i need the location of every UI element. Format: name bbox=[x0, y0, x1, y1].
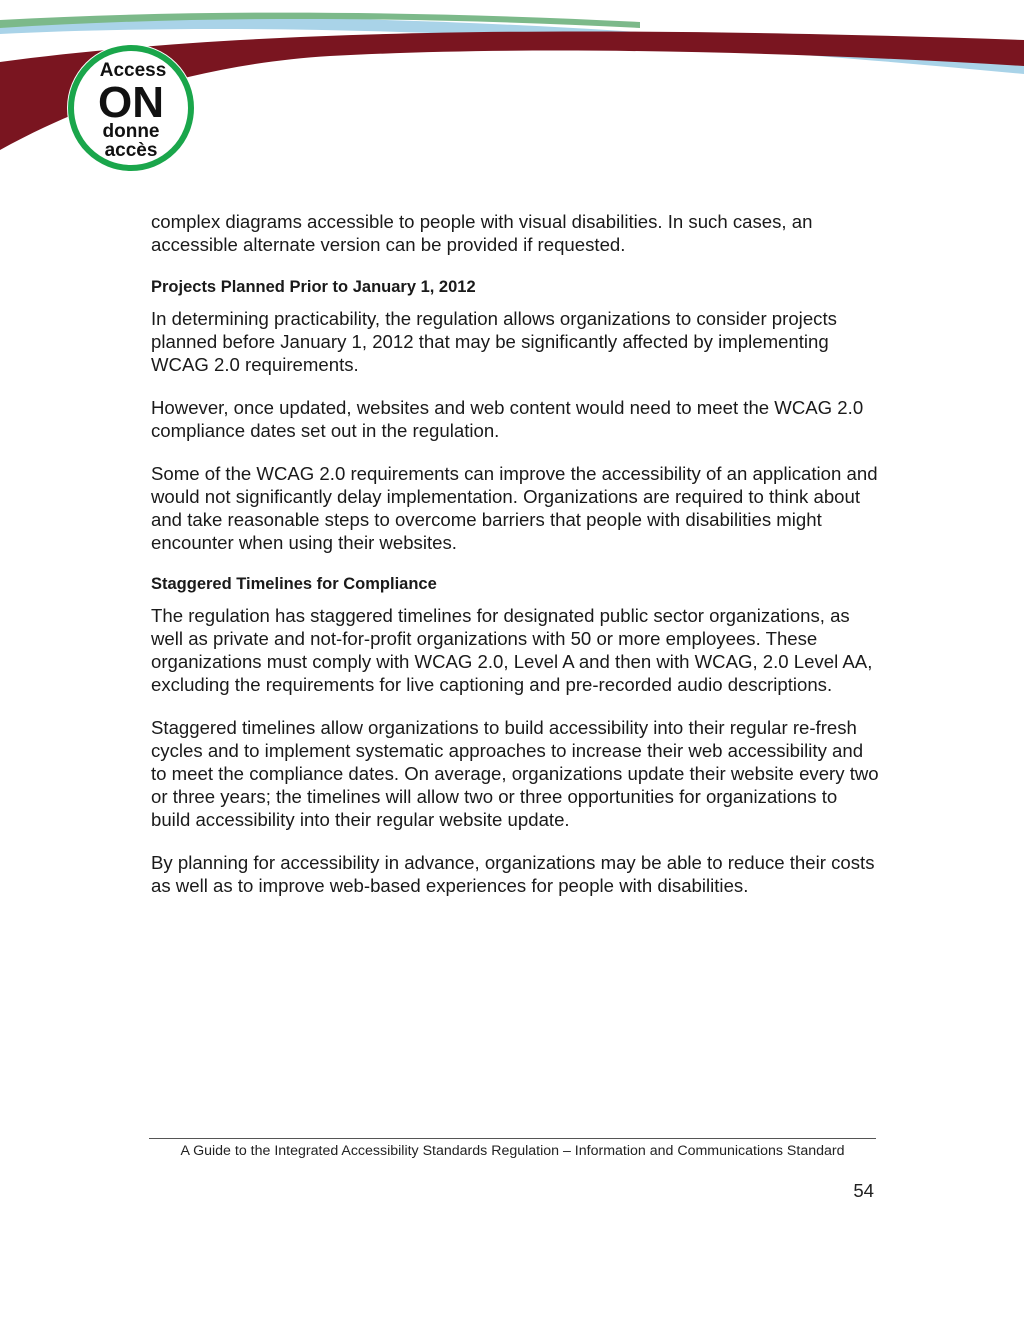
heading-projects-planned: Projects Planned Prior to January 1, 2012 bbox=[151, 278, 476, 296]
logo-line-access: Access bbox=[99, 60, 167, 81]
header-banner bbox=[0, 0, 1024, 200]
paragraph-once-updated: However, once updated, websites and web content would need to meet the WCAG 2.0 compliance dates set out in the regulation. bbox=[151, 397, 864, 441]
page-number: 54 bbox=[853, 1180, 874, 1201]
logo-line-donne: donne bbox=[102, 121, 160, 142]
footer-divider bbox=[149, 1138, 876, 1139]
paragraph-planning-advance: By planning for accessibility in advance, organizations may be able to reduce their costs as well as to improve web-based experiences for people with disabilities. bbox=[151, 852, 875, 896]
logo-line-on: ON bbox=[98, 78, 164, 127]
paragraph-practicability: In determining practicability, the regulation allows organizations to consider projects planned before January 1, 2012 that may be significantly affected by implementing WCAG 2.0 requirements. bbox=[151, 308, 837, 375]
footer-title: A Guide to the Integrated Accessibility Standards Regulation – Information and Communications Standard bbox=[180, 1143, 845, 1159]
paragraph-some-requirements: Some of the WCAG 2.0 requirements can improve the accessibility of an application and would not significantly delay implementation. Organizations are required to think about and take reasonable steps to overcome barriers that people with disabilities might encounter when using their websites. bbox=[151, 463, 878, 553]
paragraph-regulation-timelines: The regulation has staggered timelines for designated public sector organizations, as well as private and not-for-profit organizations with 50 or more employees. These organizations must comply with WCAG 2.0, Level A and then with WCAG, 2.0 Level AA, excluding the requirements for live captioning and pre-recorded audio descriptions. bbox=[151, 605, 873, 695]
access-on-logo bbox=[67, 44, 195, 172]
document-body bbox=[151, 210, 881, 917]
intro-paragraph: complex diagrams accessible to people with visual disabilities. In such cases, an accessible alternate version can be provided if requested. bbox=[151, 211, 813, 255]
paragraph-staggered-allow: Staggered timelines allow organizations to build accessibility into their regular re-fresh cycles and to implement systematic approaches to increase their web accessibility and to meet the compliance dates. On average, organizations update their website every two or three years; the timelines will allow two or three opportunities for organizations to build accessibility into their regular website update. bbox=[151, 717, 879, 830]
heading-staggered-timelines: Staggered Timelines for Compliance bbox=[151, 575, 437, 593]
logo-line-acces: accès bbox=[104, 140, 158, 161]
